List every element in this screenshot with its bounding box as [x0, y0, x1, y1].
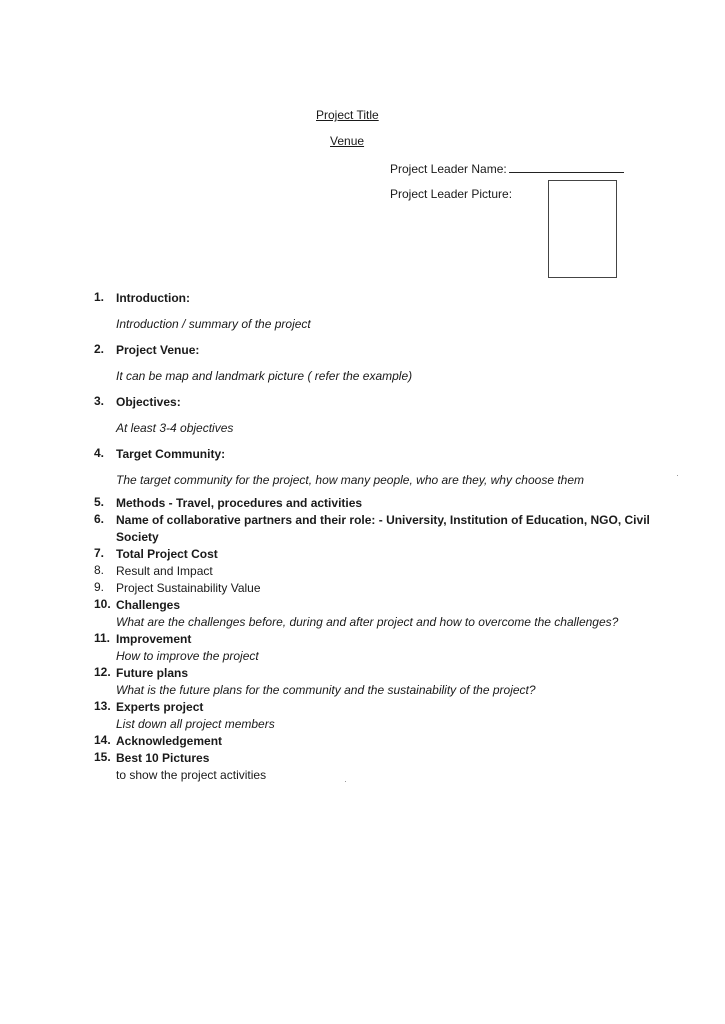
item-heading: Target Community: [116, 447, 226, 461]
item-number: 2. [94, 342, 105, 356]
list-item [94, 446, 654, 489]
item-heading: Best 10 Pictures [116, 751, 210, 765]
item-number: 4. [94, 446, 105, 460]
item-heading: Methods - Travel, procedures and activities [116, 496, 363, 510]
list-item [94, 394, 654, 437]
item-heading: Future plans [116, 666, 189, 680]
item-description: Introduction / summary of the project [116, 317, 311, 331]
leader-name-field [390, 160, 624, 176]
item-description: It can be map and landmark picture ( refer the example) [116, 369, 413, 383]
leader-name-blank-line [509, 160, 624, 173]
item-description: List down all project members [116, 717, 275, 731]
list-item [94, 733, 654, 750]
leader-photo-box [548, 180, 617, 278]
list-item [94, 546, 654, 563]
item-heading: Improvement [116, 632, 192, 646]
list-item [94, 665, 654, 699]
item-number: 14. [94, 733, 111, 747]
item-description: The target community for the project, how many people, who are they, why choose them [116, 473, 585, 487]
item-heading: Introduction: [116, 291, 190, 305]
item-number: 10. [94, 597, 111, 611]
item-number: 3. [94, 394, 105, 408]
item-description: What are the challenges before, during and after project and how to overcome the challenges? [116, 615, 619, 629]
project-title: Project Title [316, 108, 379, 122]
item-heading: Project Sustainability Value [116, 581, 261, 595]
list-item [94, 290, 654, 333]
leader-picture-label: Project Leader Picture: [390, 187, 513, 201]
item-number: 9. [94, 580, 105, 594]
item-heading: Name of collaborative partners and their role: - University, Institution of Education, NGO, Civil Society [116, 513, 650, 544]
scan-speck [345, 781, 346, 782]
list-item [94, 342, 654, 385]
item-heading: Challenges [116, 598, 181, 612]
item-description: How to improve the project [116, 649, 259, 663]
item-heading: Objectives: [116, 395, 181, 409]
item-number: 6. [94, 512, 105, 526]
list-item [94, 699, 654, 733]
section-list [94, 290, 654, 784]
item-number: 12. [94, 665, 111, 679]
list-item [94, 580, 654, 597]
item-description: to show the project activities [116, 768, 267, 782]
list-item [94, 495, 654, 512]
list-item [94, 597, 654, 631]
scan-speck [677, 475, 678, 476]
item-number: 13. [94, 699, 111, 713]
item-number: 5. [94, 495, 105, 509]
item-heading: Total Project Cost [116, 547, 218, 561]
item-heading: Experts project [116, 700, 204, 714]
venue-title: Venue [330, 134, 365, 148]
list-item [94, 563, 654, 580]
list-item [94, 631, 654, 665]
item-number: 8. [94, 563, 105, 577]
leader-name-label: Project Leader Name: [390, 162, 507, 176]
item-number: 1. [94, 290, 105, 304]
item-heading: Project Venue: [116, 343, 200, 357]
list-item [94, 750, 654, 784]
item-heading: Acknowledgement [116, 734, 223, 748]
item-number: 11. [94, 631, 111, 645]
item-description: What is the future plans for the community and the sustainability of the project? [116, 683, 536, 697]
item-heading: Result and Impact [116, 564, 213, 578]
item-description: At least 3-4 objectives [116, 421, 234, 435]
item-number: 15. [94, 750, 111, 764]
list-item [94, 512, 654, 546]
item-number: 7. [94, 546, 105, 560]
